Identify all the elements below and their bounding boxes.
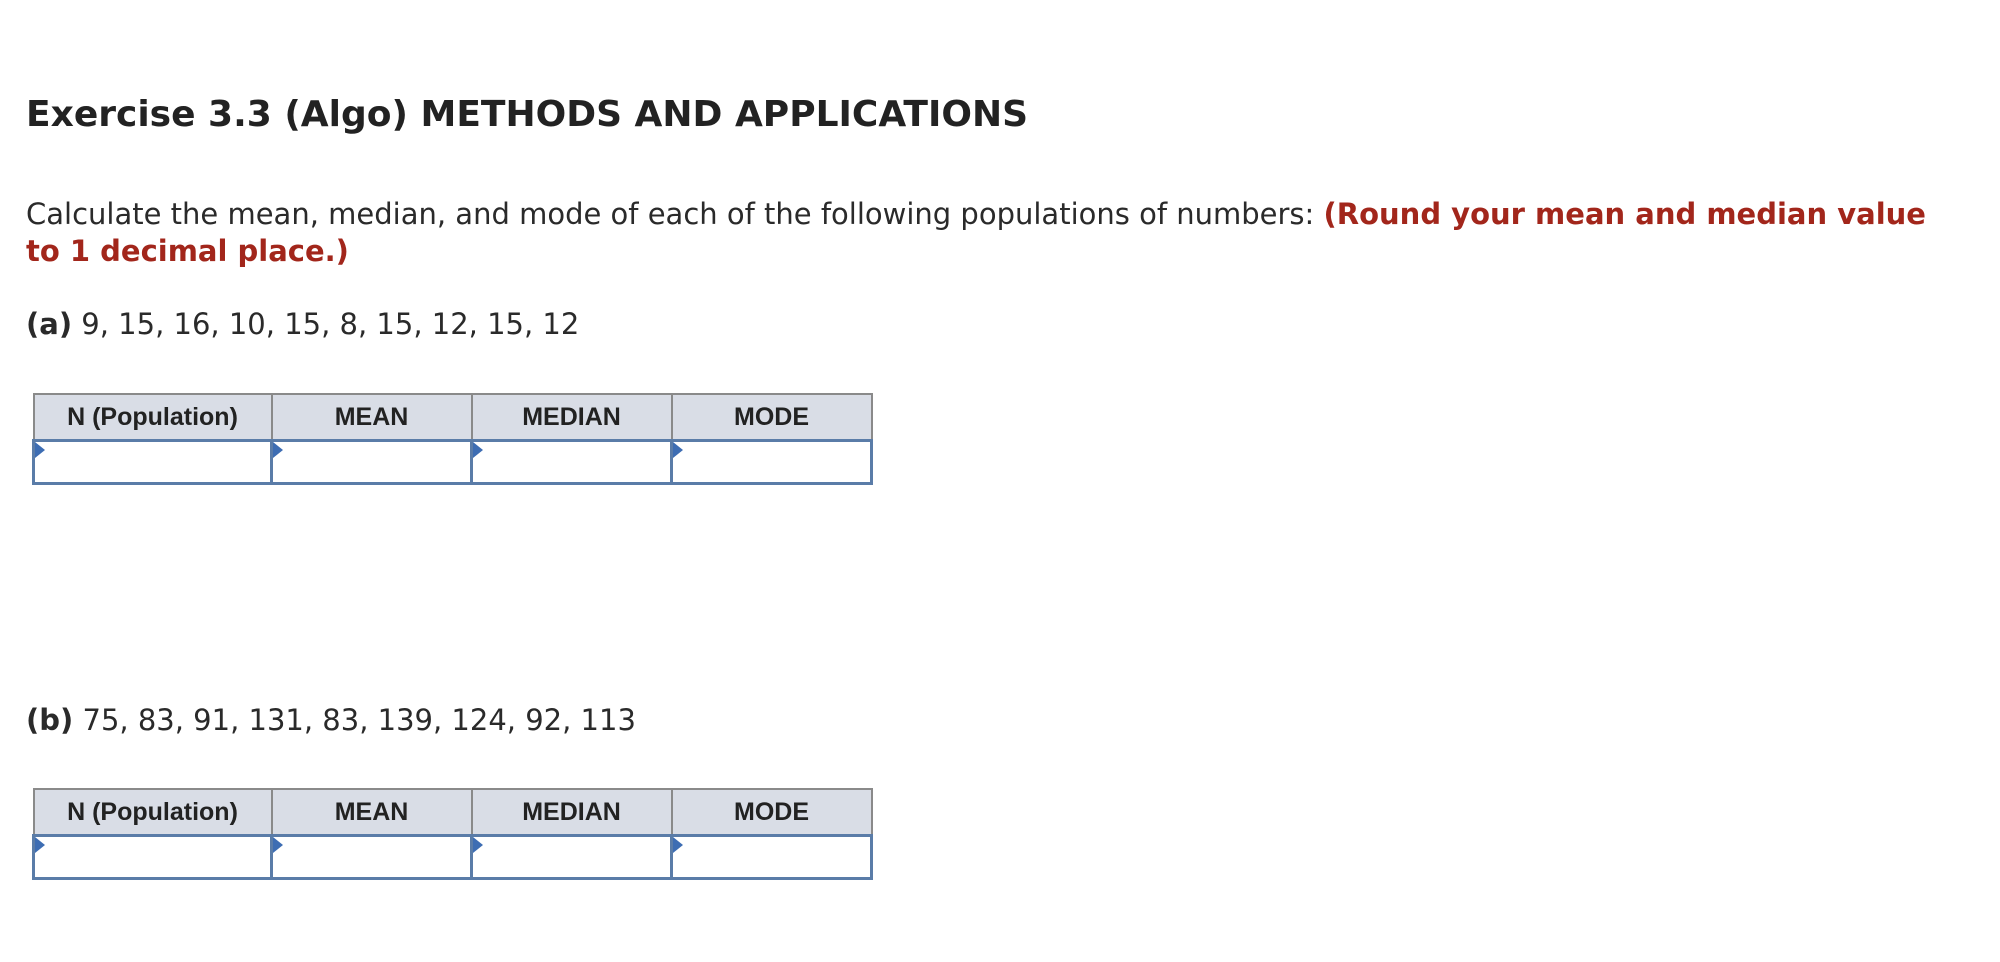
instructions [26, 196, 1926, 270]
answer-row [34, 836, 872, 879]
input-marker-icon [473, 837, 483, 853]
problem-b-values: 75, 83, 91, 131, 83, 139, 124, 92, 113 [82, 703, 636, 737]
problem-a-values: 9, 15, 16, 10, 15, 8, 15, 12, 15, 12 [81, 307, 580, 341]
answer-cell-median [472, 441, 672, 484]
input-marker-icon [473, 442, 483, 458]
column-header-mode: MODE [672, 394, 872, 441]
answer-row [34, 441, 872, 484]
b-n-input[interactable] [35, 837, 270, 877]
input-marker-icon [673, 837, 683, 853]
input-marker-icon [273, 442, 283, 458]
input-marker-icon [273, 837, 283, 853]
answer-cell-median [472, 836, 672, 879]
header-row [34, 789, 872, 836]
column-header-mean: MEAN [272, 394, 472, 441]
input-marker-icon [35, 837, 45, 853]
answer-cell-mean [272, 836, 472, 879]
b-mode-input[interactable] [673, 837, 870, 877]
column-header-mode: MODE [672, 789, 872, 836]
problem-a [26, 306, 579, 342]
a-n-input[interactable] [35, 442, 270, 482]
b-mean-input[interactable] [273, 837, 470, 877]
answer-cell-n [34, 441, 272, 484]
rounding-note: (Round your mean and median value to 1 decimal place.) [26, 197, 1926, 268]
column-header-median: MEDIAN [472, 789, 672, 836]
answer-cell-n [34, 836, 272, 879]
a-mode-input[interactable] [673, 442, 870, 482]
header-row [34, 394, 872, 441]
exercise-title: Exercise 3.3 (Algo) METHODS AND APPLICATIONS [26, 94, 1029, 135]
problem-b [26, 702, 636, 738]
answer-table-b [32, 788, 873, 880]
answer-cell-mode [672, 441, 872, 484]
column-header-n: N (Population) [34, 789, 272, 836]
a-mean-input[interactable] [273, 442, 470, 482]
input-marker-icon [35, 442, 45, 458]
problem-a-label: (a) [26, 307, 73, 341]
answer-table-a [32, 393, 873, 485]
column-header-median: MEDIAN [472, 394, 672, 441]
instructions-text: Calculate the mean, median, and mode of each of the following populations of numbers: [26, 197, 1324, 231]
answer-cell-mode [672, 836, 872, 879]
a-median-input[interactable] [473, 442, 670, 482]
problem-b-label: (b) [26, 703, 74, 737]
b-median-input[interactable] [473, 837, 670, 877]
column-header-mean: MEAN [272, 789, 472, 836]
column-header-n: N (Population) [34, 394, 272, 441]
input-marker-icon [673, 442, 683, 458]
answer-cell-mean [272, 441, 472, 484]
